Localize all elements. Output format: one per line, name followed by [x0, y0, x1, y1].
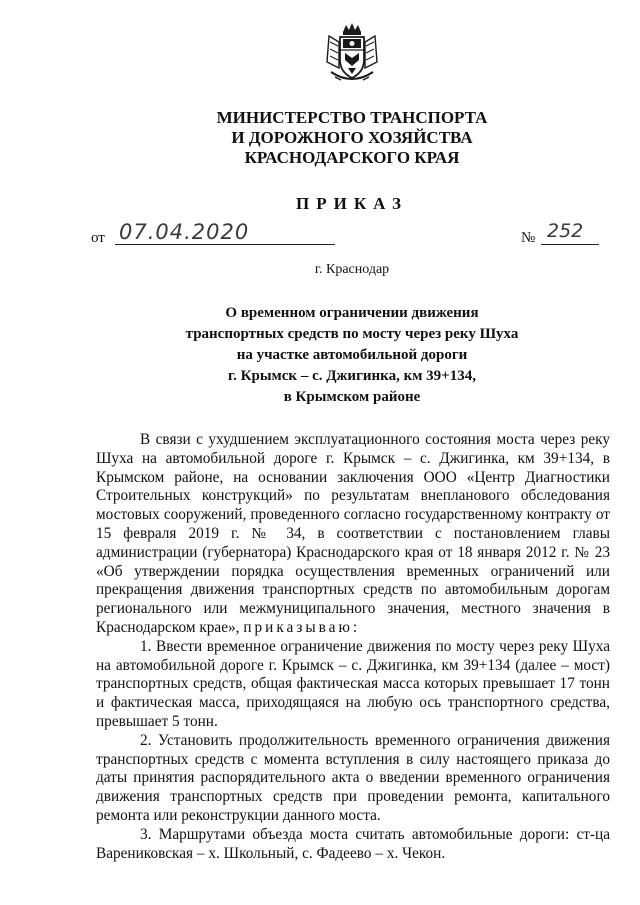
intro-text: В связи с ухудшением эксплуатационного состояния моста через реку Шуха на автомобильной дороге г. Крымск – с. Джигинка, км 39+134, в Крымском районе, на основании заключения ООО «Центр Диагностики Строительных конструкций» по результатам внепланового обследования мостовых сооружений, проведенного согласно государственному контракту от 15 февраля 2019 г. № 34, в соответствии с постановлением главы администрации (губернатора) Краснодарского края от 18 января 2012 г. № 23 «Об утверждении порядка осуществления временных ограничений или прекращения движения транспортных средств по автомобильным дорогам регионального или межмуниципального значения, местного значения в Краснодарском крае», [96, 431, 610, 636]
intro-paragraph [96, 431, 610, 638]
title-line: транспортных средств по мосту через реку Шуха [185, 326, 519, 342]
number-field [541, 222, 599, 245]
order-item-2: 2. Установить продолжительность временного ограничения движения транспортных средств с момента вступления в силу настоящего приказа до даты принятия распорядительного акта о введении временного ограничения движения транспортных средств при проведении ремонта, капитального ремонта или реконструкции данного моста. [96, 731, 610, 824]
number-value: 252 [547, 220, 584, 242]
document-type: ПРИКАЗ [296, 194, 408, 213]
ministry-line: МИНИСТЕРСТВО ТРАНСПОРТА [216, 108, 488, 127]
date-label: от [91, 230, 105, 246]
title-line: г. Крымск – с. Джигинка, км 39+134, [228, 368, 476, 384]
date-number-row [91, 222, 611, 246]
date-field [115, 222, 335, 245]
ministry-header [0, 108, 640, 168]
ministry-line: КРАСНОДАРСКОГО КРАЯ [244, 148, 460, 167]
city: г. Краснодар [314, 262, 390, 277]
order-item-3: 3. Маршрутами объезда моста считать автомобильные дороги: ст-ца Варениковская – х. Школьный, с. Фадеево – х. Чекон. [96, 825, 610, 862]
order-word: приказываю: [243, 618, 361, 636]
order-item-1: 1. Ввести временное ограничение движения по мосту через реку Шуха на автомобильной дороге г. Крымск – с. Джигинка, км 39+134 (далее – мост) транспортных средств, общая фактическая масса которых превышает 17 тонн и фактическая масса, приходящаяся на любую ось транспортного средства, превышает 5 тонн. [96, 637, 610, 730]
number-label: № [521, 230, 536, 246]
coat-of-arms-icon [323, 22, 381, 86]
title-line: О временном ограничении движения [225, 305, 479, 321]
date-value: 07.04.2020 [119, 220, 250, 244]
title-line: на участке автомобильной дороги [236, 347, 468, 363]
document-title [0, 303, 640, 408]
title-line: в Крымском районе [283, 389, 421, 405]
document-body [96, 431, 610, 863]
ministry-line: И ДОРОЖНОГО ХОЗЯЙСТВА [231, 128, 473, 147]
